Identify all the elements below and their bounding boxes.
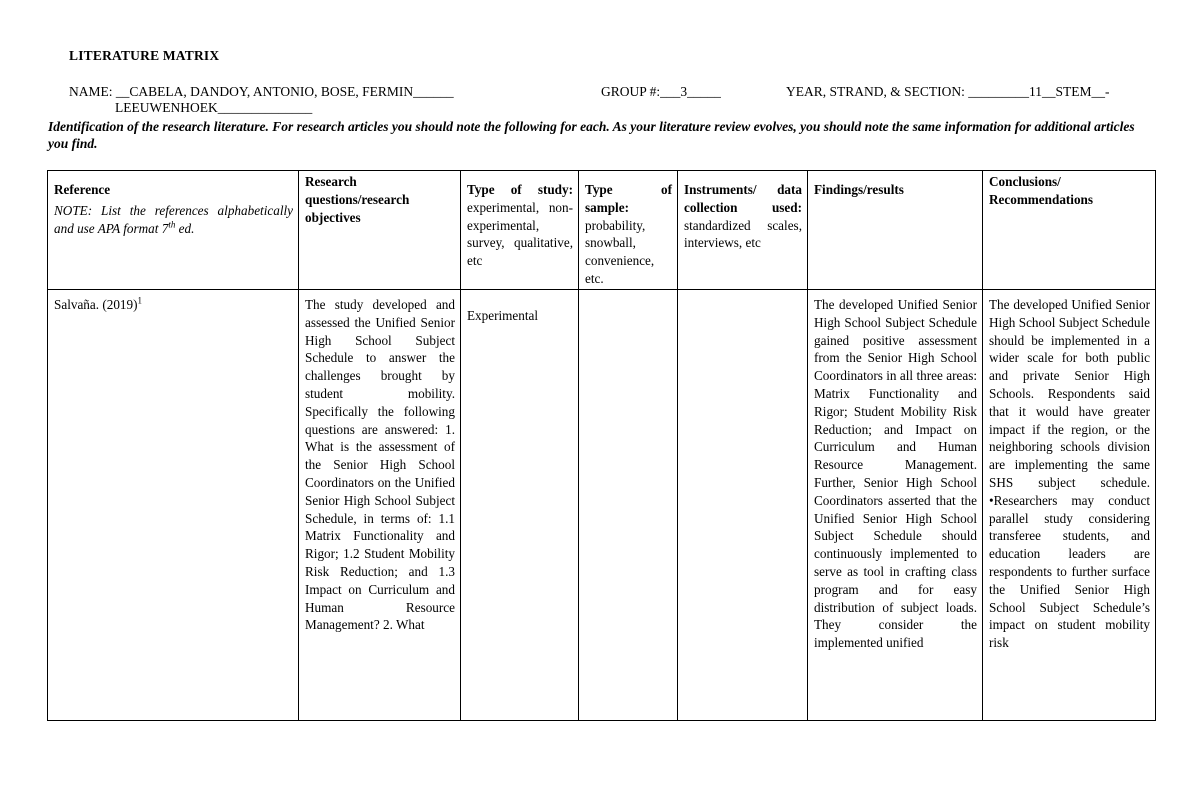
reference-sup: 1	[137, 295, 142, 306]
type-of-study-value: Experimental	[467, 308, 539, 323]
type-of-study-desc: experimental, non-experimental, survey, qualitative, etc	[467, 199, 573, 269]
header-conclusions: Conclusions/ Recommendations	[983, 171, 1156, 290]
instruments-desc: standardized scales, interviews, etc	[684, 217, 802, 251]
type-of-sample-content	[585, 181, 672, 288]
type-of-study-title: Type of study:	[467, 182, 573, 197]
cell-reference	[48, 290, 299, 721]
cell-type-of-sample	[579, 290, 678, 721]
instructions-paragraph: Identification of the research literature. For research articles you should note the following for each. As your literature review evolves, you should note the same information for additional articles you find.	[48, 119, 1135, 151]
group-field	[601, 84, 721, 100]
cell-research-questions: The study developed and assessed the Unified Senior High School Subject Schedule to answer the challenges brought by student mobility. Specifically the following questions are answered: 1. What is the assessment of the Senior High School Coordinators on the Unified Senior High School Subject Schedule, in terms of: 1.1 Matrix Functionality and Rigor; 1.2 Student Mobility Risk Reduction; and 1.3 Impact on Curriculum and Human Resource Management? 2. What	[299, 290, 461, 721]
name-value: __CABELA, DANDOY, ANTONIO, BOSE, FERMIN______	[115, 84, 454, 99]
group-label: GROUP #:	[601, 84, 661, 99]
document-title: LITERATURE MATRIX	[69, 48, 220, 63]
literature-matrix-table	[47, 170, 1156, 721]
cell-conclusions: The developed Unified Senior High School Subject Schedule should be implemented in a wider scale for both public and private Senior High Schools. Respondents said that it would have greater impact if the region, or the neighboring schools division are implementing the same SHS subject schedule. •Researchers may conduct parallel study considering transferee students, and education leaders are respondents to further surface the Unified Senior High School Subject Schedule’s impact on student mobility risk	[983, 290, 1156, 721]
reference-text: Salvaña. (2019)	[54, 297, 138, 312]
findings-title: Findings/results	[814, 182, 904, 197]
header-type-of-sample	[579, 171, 678, 290]
header-research-questions: Research questions/research objectives	[299, 171, 461, 290]
header-row	[48, 171, 1156, 290]
reference-note-text: NOTE: List the references alphabetically and use APA format 7	[54, 202, 293, 236]
instruments-content	[684, 181, 802, 252]
year-strand-section-label: YEAR, STRAND, & SECTION:	[786, 84, 965, 99]
group-value: ___3_____	[660, 84, 721, 99]
cell-findings: The developed Unified Senior High School Subject Schedule gained positive assessment from the Senior High School Coordinators in all three areas: Matrix Functionality and Rigor; Student Mobility Risk Reduction; and Impact on Curriculum and Human Resource Management. Further, Senior High School Coordinators asserted that the Unified Senior High School Subject Schedule should continuously implemented to serve as tool in crafting class program and for easy distribution of subject loads. They consider the implemented unified	[808, 290, 983, 721]
year-strand-section-field	[786, 84, 1110, 100]
cell-type-of-study	[461, 290, 579, 721]
header-reference	[48, 171, 299, 290]
table-row	[48, 290, 1156, 721]
cell-instruments	[678, 290, 808, 721]
name-field	[69, 84, 454, 100]
reference-header-title: Reference	[54, 182, 111, 197]
instruments-title: Instruments/ data collection used:	[684, 182, 802, 215]
type-of-study-content	[467, 181, 573, 270]
reference-note-end: ed.	[175, 220, 195, 236]
header-instruments	[678, 171, 808, 290]
header-findings	[808, 171, 983, 290]
reference-header-note	[54, 202, 293, 238]
type-of-sample-desc: probability, snowball, convenience, etc.	[585, 217, 655, 286]
type-of-sample-title: Type of sample:	[585, 182, 672, 215]
header-type-of-study	[461, 171, 579, 290]
name-value-continued: LEEUWENHOEK______________	[115, 100, 313, 115]
reference-note-sup: th	[168, 219, 176, 230]
year-strand-section-value: _________11__STEM__-	[968, 84, 1110, 99]
name-label: NAME:	[69, 84, 113, 99]
